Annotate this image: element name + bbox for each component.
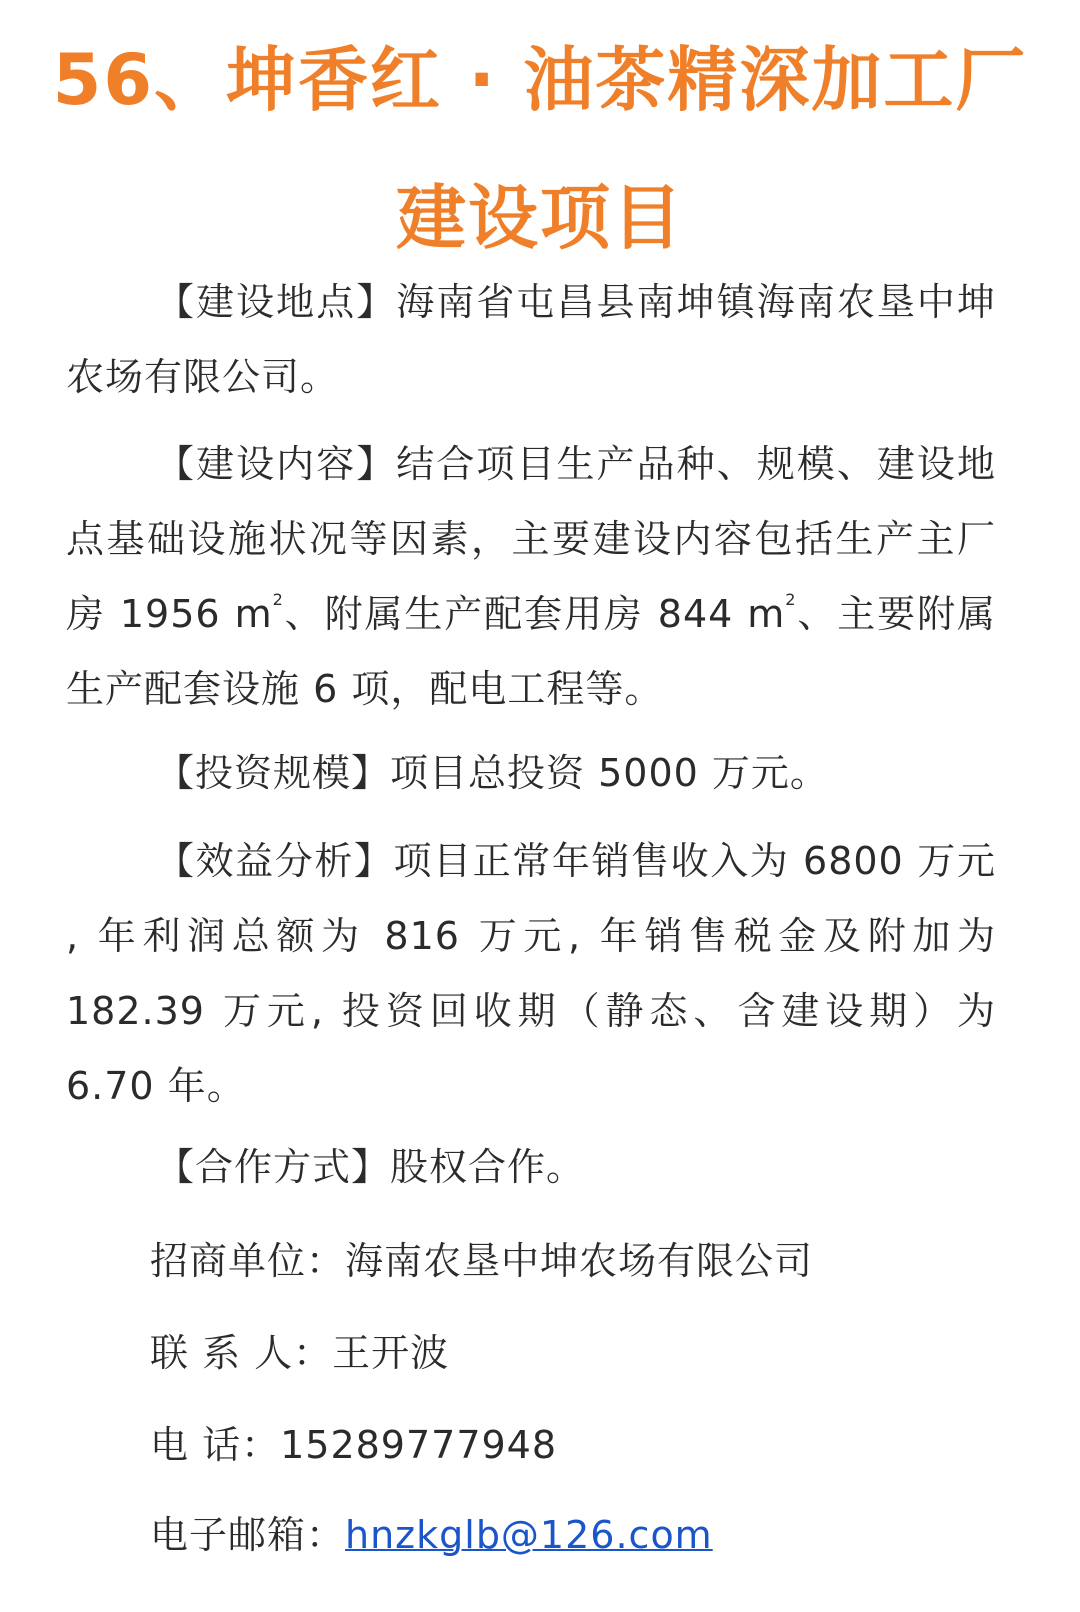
- contact-email: [150, 1510, 713, 1560]
- benefit-label: 【效益分析】: [156, 839, 394, 883]
- page-title-line-1: 56、坤香红 · 油茶精深加工厂: [52, 39, 1028, 121]
- contact-phone: [150, 1420, 557, 1470]
- content-text-b: 、附属生产配套用房 844 m: [283, 592, 786, 636]
- benefit-text: 项目正常年销售收入为 6800 万元 , 年利润总额为 816 万元, 年销售税金及附加为 182.39 万元, 投资回收期（静态、含建设期）为 6.70 年。: [66, 839, 996, 1108]
- investment-paragraph: [66, 736, 996, 811]
- content-paragraph: [66, 427, 996, 727]
- email-link[interactable]: hnzkglb@126.com: [345, 1513, 713, 1557]
- content-text-a: 结合项目生产品种、规模、建设地点基础设施状况等因素，主要建设内容包括生产主厂房 1956 m: [66, 442, 996, 636]
- content-text-c: 、主要附属生产配套设施 6 项，配电工程等。: [66, 592, 996, 711]
- square-meter-superscript: 2: [272, 590, 284, 609]
- location-text: 海南省屯昌县南坤镇海南农垦中坤农场有限公司。: [66, 280, 996, 399]
- benefit-paragraph: [66, 824, 996, 1124]
- square-meter-superscript: 2: [785, 590, 797, 609]
- cooperation-text: 股权合作。: [390, 1145, 586, 1189]
- contact-person: [150, 1328, 449, 1378]
- content-label: 【建设内容】: [156, 442, 397, 486]
- investment-label: 【投资规模】: [156, 751, 391, 795]
- contact-unit-value: 海南农垦中坤农场有限公司: [345, 1239, 814, 1283]
- contact-unit: [150, 1236, 813, 1286]
- contact-unit-label: 招商单位：: [150, 1239, 346, 1283]
- page-title-line-2: 建设项目: [396, 177, 684, 259]
- location-paragraph: [66, 265, 996, 415]
- contact-email-label: 电子邮箱：: [150, 1513, 346, 1557]
- contact-person-value: 王开波: [332, 1331, 450, 1375]
- cooperation-label: 【合作方式】: [156, 1145, 391, 1189]
- contact-phone-label: 电 话：: [150, 1423, 281, 1467]
- contact-person-label: 联 系 人：: [150, 1331, 333, 1375]
- location-label: 【建设地点】: [156, 280, 397, 324]
- cooperation-paragraph: [66, 1130, 996, 1205]
- contact-phone-value: 15289777948: [280, 1423, 558, 1467]
- investment-text: 项目总投资 5000 万元。: [390, 751, 829, 795]
